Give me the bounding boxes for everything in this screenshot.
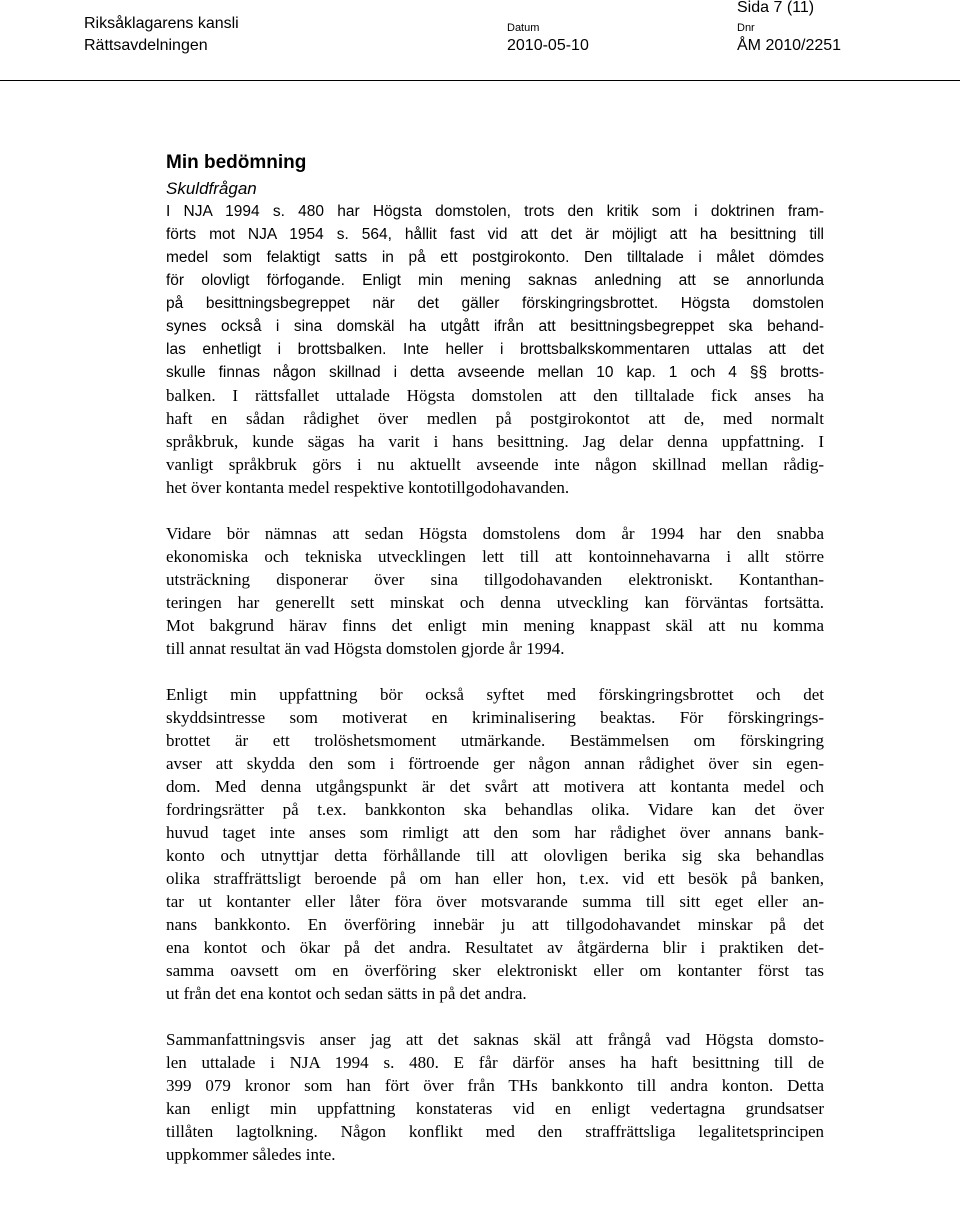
- text-line: len uttalade i NJA 1994 s. 480. E får därför anses ha haft besittning till de: [166, 1053, 824, 1072]
- text-line: haft en sådan rådighet över medlen på postgirokontot att de, med normalt: [166, 409, 824, 428]
- text-line: ut från det ena kontot och sedan sätts in på det andra.: [166, 984, 527, 1003]
- text-line: ekonomiska och tekniska utvecklingen lett till att kontoinnehavarna i allt större: [166, 547, 824, 566]
- text-line: huvud taget inte anses som rimligt att den som har rådighet över annans bank-: [166, 823, 824, 842]
- header-dnr: ÅM 2010/2251: [737, 37, 842, 54]
- text-line: het över kontanta medel respektive kontotillgodohavanden.: [166, 478, 570, 497]
- text-line: för olovligt förfogande. Enligt min mening saknas anledning att se annorlunda: [166, 272, 824, 289]
- text-line: nans bankkonto. En överföring innebär ju att tillgodohavandet minskar på det: [166, 915, 824, 934]
- text-line: balken. I rättsfallet uttalade Högsta domstolen att den tilltalade fick anses ha: [166, 386, 824, 405]
- text-line: ena kontot och ökar på det andra. Resultatet av åtgärderna blir i praktiken det-: [166, 938, 824, 957]
- text-line: Enligt min uppfattning bör också syftet med förskingringsbrottet och det: [166, 685, 824, 704]
- text-line: Vidare bör nämnas att sedan Högsta domstolens dom år 1994 har den snabba: [166, 524, 824, 543]
- paragraph-4: [166, 1028, 824, 1166]
- header-org: Riksåklagarens kansli: [84, 15, 239, 32]
- paragraph-3: [166, 683, 824, 1005]
- text-line: skulle finnas någon skillnad i detta avseende mellan 10 kap. 1 och 4 §§ brotts-: [166, 364, 824, 381]
- header-divider: [0, 80, 960, 81]
- text-line: konto och utnyttjar detta förhållande till att olovligen berika sig ska behandlas: [166, 846, 824, 865]
- header-date: 2010-05-10: [507, 37, 589, 54]
- text-line: fordringsrätter på t.ex. bankkonton ska behandlas olika. Vidare kan det över: [166, 800, 824, 819]
- text-line: dom. Med denna utgångspunkt är det svårt att motivera att kontanta medel och: [166, 777, 824, 796]
- subheading: Skuldfrågan: [166, 179, 257, 198]
- header-dnr-label: Dnr: [737, 22, 755, 34]
- text-line: uppkommer således inte.: [166, 1145, 336, 1164]
- text-line: utsträckning disponerar över sina tillgodohavanden elektroniskt. Kontanthan-: [166, 570, 824, 589]
- text-line: förts mot NJA 1954 s. 564, hållit fast vid att det är möjligt att ha besittning till: [166, 226, 824, 243]
- text-line: olika straffrättsligt beroende på om han eller hon, t.ex. vid ett besök på banken,: [166, 869, 824, 888]
- text-line: samma oavsett om en överföring sker elektroniskt eller om kontanter först tas: [166, 961, 824, 980]
- header-date-label: Datum: [507, 22, 540, 34]
- text-line: till annat resultat än vad Högsta domstolen gjorde år 1994.: [166, 639, 565, 658]
- text-line: kan enligt min uppfattning konstateras vid en enligt vedertagna grundsatser: [166, 1099, 824, 1118]
- text-line: tillåten lagtolkning. Någon konflikt med den straffrättsliga legalitetsprincipen: [166, 1122, 824, 1141]
- text-line: teringen har generellt sett minskat och denna utveckling kan förväntas fortsätta.: [166, 593, 824, 612]
- text-line: avser att skydda den som i förtroende ger någon annan rådighet över sin egen-: [166, 754, 824, 773]
- paragraph-2: [166, 522, 824, 660]
- section-title: Min bedömning: [166, 152, 307, 173]
- text-line: I NJA 1994 s. 480 har Högsta domstolen, trots den kritik som i doktrinen fram-: [166, 203, 824, 220]
- text-line: medel som felaktigt satts in på ett postgirokonto. Den tilltalade i målet dömdes: [166, 249, 824, 266]
- text-line: på besittningsbegreppet när det gäller förskingringsbrottet. Högsta domstolen: [166, 295, 824, 312]
- header-department: Rättsavdelningen: [84, 37, 208, 54]
- text-line: Mot bakgrund härav finns det enligt min mening knappast skäl att nu komma: [166, 616, 824, 635]
- text-line: las enhetligt i brottsbalken. Inte heller i brottsbalkskommentaren uttalas att det: [166, 341, 824, 358]
- text-line: Sammanfattningsvis anser jag att det saknas skäl att frångå vad Högsta domsto-: [166, 1030, 824, 1049]
- text-line: tar ut kontanter eller låter föra över motsvarande summa till sitt eget eller an-: [166, 892, 824, 911]
- text-line: synes också i sina domskäl ha utgått ifrån att besittningsbegreppet ska behand-: [166, 318, 824, 335]
- text-line: språkbruk, kunde sägas ha varit i hans besittning. Jag delar denna uppfattning. I: [166, 432, 824, 451]
- text-line: vanligt språkbruk görs i nu aktuellt avseende inte någon skillnad mellan rådig-: [166, 455, 824, 474]
- text-line: 399 079 kronor som han fört över från THs bankkonto till andra konton. Detta: [166, 1076, 824, 1095]
- document-body: [166, 150, 824, 1166]
- text-line: skyddsintresse som motiverat en kriminalisering beaktas. För förskingrings-: [166, 708, 824, 727]
- text-line: brottet är ett trolöshetsmoment utmärkande. Bestämmelsen om förskingring: [166, 731, 824, 750]
- paragraph-1: [166, 200, 824, 499]
- header-page-number: Sida 7 (11): [737, 0, 815, 16]
